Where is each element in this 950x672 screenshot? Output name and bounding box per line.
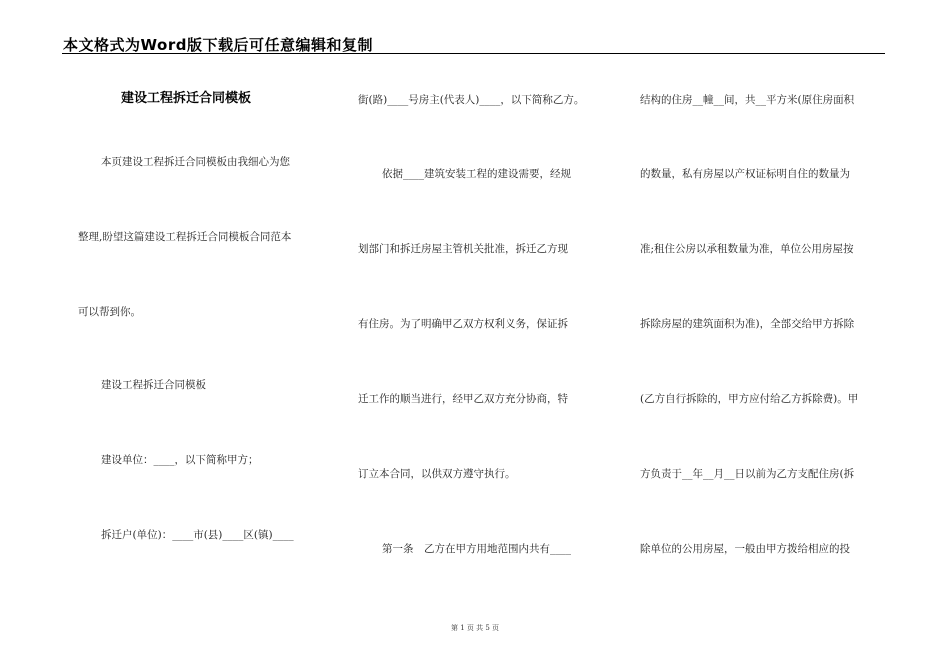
col2-line-4: 有住房。为了明确甲乙双方权利义务，保证拆 — [358, 318, 568, 330]
col3-line-2: 的数量，私有房屋以产权证标明自住的数量为 — [640, 168, 850, 180]
col3-line-7: 除单位的公用房屋，一般由甲方拨给相应的投 — [640, 543, 850, 555]
col1-line-3: 可以帮到你。 — [78, 306, 141, 318]
document-title: 建设工程拆迁合同模板 — [121, 91, 252, 106]
col1-line-2: 整理,盼望这篇建设工程拆迁合同模板合同范本 — [78, 231, 292, 243]
col1-line-6: 拆迁户(单位)：____市(县)____区(镇)____ — [101, 529, 294, 541]
col2-line-1: 街(路)____号房主(代表人)____，以下简称乙方。 — [358, 94, 585, 106]
col3-line-4: 拆除房屋的建筑面积为准)，全部交给甲方拆除 — [640, 318, 855, 330]
col2-line-6: 订立本合同，以供双方遵守执行。 — [358, 468, 516, 480]
col2-line-3: 划部门和拆迁房屋主管机关批准，拆迁乙方现 — [358, 243, 568, 255]
col2-line-2: 依据____建筑安装工程的建设需要，经规 — [382, 168, 571, 180]
col1-line-5: 建设单位：____，以下简称甲方； — [101, 454, 259, 466]
col3-line-6: 方负责于__年__月__日以前为乙方支配住房(拆 — [640, 468, 855, 480]
col3-line-3: 准;租住公房以承租数量为准，单位公用房屋按 — [640, 243, 854, 255]
col1-line-1: 本页建设工程拆迁合同模板由我细心为您 — [101, 156, 290, 168]
page-footer: 第 1 页 共 5 页 — [450, 624, 500, 632]
format-banner: 本文格式为Word版下载后可任意编辑和复制 — [63, 36, 373, 54]
col2-line-5: 迁工作的顺当进行，经甲乙双方充分协商，特 — [358, 393, 568, 405]
col2-line-7: 第一条 乙方在甲方用地范围内共有____ — [382, 543, 571, 555]
col3-line-5: (乙方自行拆除的，甲方应付给乙方拆除费)。甲 — [640, 393, 859, 405]
col3-line-1: 结构的住房__幢__间，共__平方米(原住房面积 — [640, 94, 855, 106]
col1-line-4: 建设工程拆迁合同模板 — [101, 379, 206, 391]
header-rule — [62, 53, 885, 54]
